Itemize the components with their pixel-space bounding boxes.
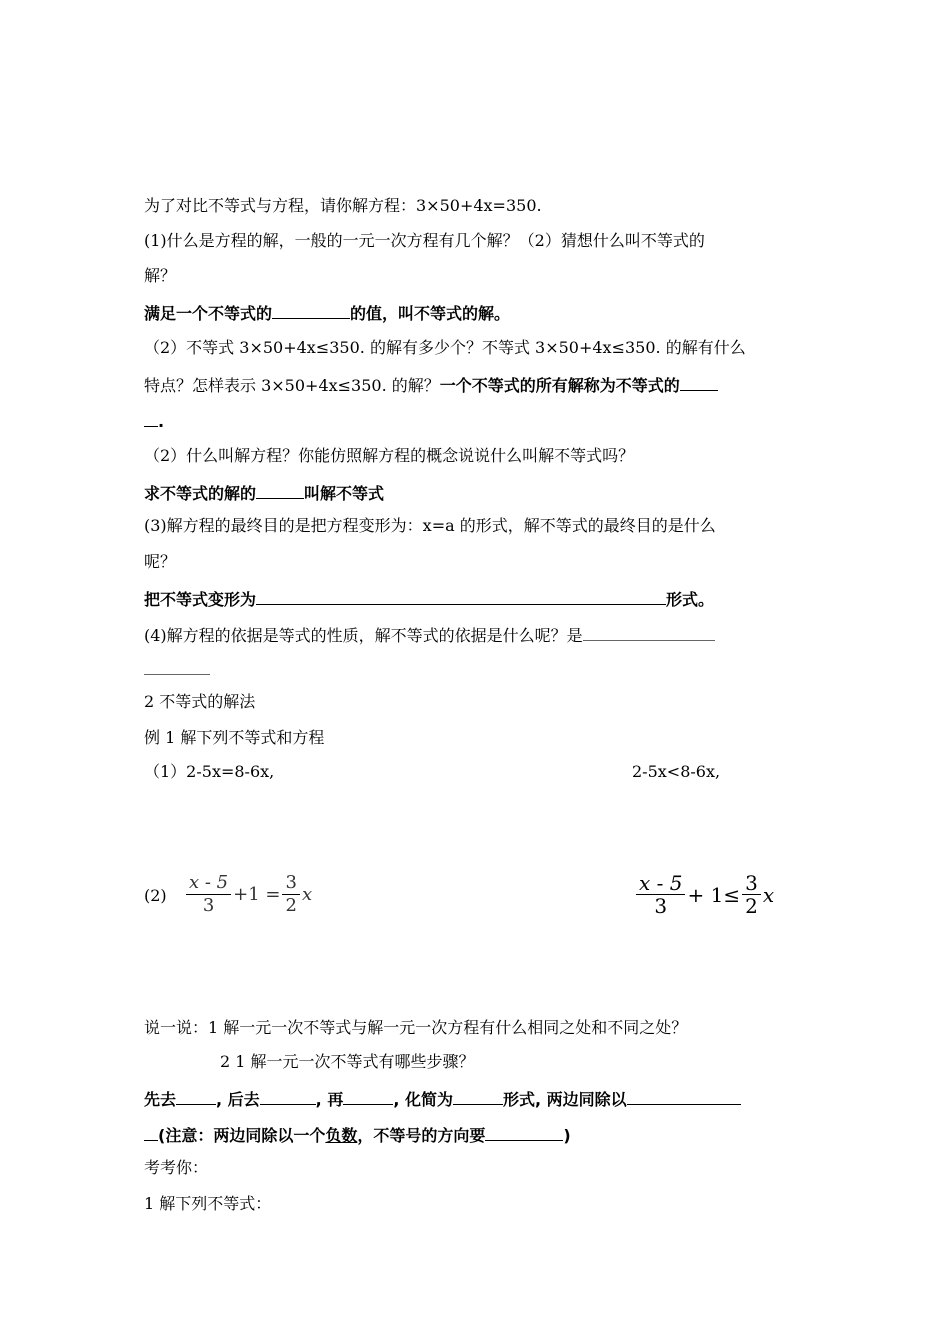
question-5-line	[144, 622, 715, 648]
blank-step-4[interactable]	[453, 1086, 503, 1105]
inequality-rhs-fraction	[742, 872, 761, 917]
solution-definition-a: 满足一个不等式的	[144, 304, 273, 323]
inequality-variable: x	[762, 882, 775, 907]
equation-variable: x	[301, 884, 313, 905]
blank-solution-set-cont[interactable]	[144, 408, 158, 427]
question-2-line: （2）不等式 3×50+4x≤350. 的解有多少个？不等式 3×50+4x≤350. 的解有什么	[144, 338, 746, 357]
question-1-cont: 解？	[144, 266, 177, 285]
example-1-inequality: 2-5x<8-6x,	[632, 762, 721, 781]
inequality-plus: + 1≤	[687, 882, 741, 907]
section-heading: 2 不等式的解法	[144, 692, 256, 711]
equation-rhs-denominator: 2	[285, 895, 297, 916]
inequality-fraction	[636, 872, 685, 917]
blank-transform[interactable]	[256, 586, 666, 605]
blank-step-1[interactable]	[176, 1086, 216, 1105]
equation-denominator: 3	[202, 895, 215, 916]
example-heading: 例 1 解下列不等式和方程	[144, 728, 325, 747]
solving-definition	[144, 480, 384, 506]
example-2-label: (2)	[144, 886, 167, 905]
note-negative: 负数	[325, 1126, 358, 1145]
blank-solving[interactable]	[256, 480, 304, 499]
equation-numerator: x - 5	[186, 872, 231, 895]
solution-definition-b: 的值，叫不等式的解。	[350, 304, 511, 323]
blank-solution-set[interactable]	[680, 372, 718, 391]
transform-a: 把不等式变形为	[144, 590, 257, 609]
blank-step-3[interactable]	[343, 1086, 393, 1105]
solution-set-definition: 一个不等式的所有解称为不等式的	[439, 376, 680, 395]
equation-rhs-numerator: 3	[282, 872, 299, 895]
question-5-cont	[144, 656, 210, 682]
steps-c: , 再	[315, 1090, 344, 1109]
solving-definition-a: 求不等式的解的	[144, 484, 257, 503]
note-d: )	[563, 1126, 571, 1145]
transform-b: 形式。	[666, 590, 715, 609]
equation-plus: +1 =	[233, 884, 281, 905]
discussion-line: 说一说：1 解一元一次不等式与解一元一次方程有什么相同之处和不同之处？	[144, 1018, 688, 1037]
example-1-equation: （1）2-5x=8-6x,	[144, 762, 275, 781]
steps-b: , 后去	[216, 1090, 260, 1109]
blank-direction[interactable]	[485, 1122, 563, 1141]
steps-question: 2 1 解一元一次不等式有哪些步骤？	[220, 1052, 475, 1071]
note-c: ，不等号的方向要	[357, 1126, 486, 1145]
steps-e: 形式, 两边同除以	[502, 1090, 627, 1109]
question-2-cont	[144, 372, 718, 398]
example-2-equation	[184, 872, 312, 917]
exercise-1: 1 解下列不等式：	[144, 1194, 272, 1213]
solution-set-cont	[144, 408, 164, 434]
solution-definition	[144, 300, 510, 326]
blank-basis[interactable]	[583, 622, 715, 641]
blank-step-5[interactable]	[627, 1086, 741, 1105]
question-5-text: (4)解方程的依据是等式的性质，解不等式的依据是什么呢？是	[144, 626, 583, 645]
intro-line: 为了对比不等式与方程，请你解方程：3×50+4x=350.	[144, 196, 542, 215]
blank-solution[interactable]	[272, 300, 350, 319]
steps-a: 先去	[144, 1090, 177, 1109]
blank-step-5-cont[interactable]	[144, 1122, 158, 1141]
inequality-numerator: x - 5	[636, 872, 685, 895]
equation-rhs-fraction	[282, 872, 299, 917]
inequality-rhs-numerator: 3	[742, 872, 761, 895]
steps-d: , 化简为	[393, 1090, 453, 1109]
inequality-rhs-denominator: 2	[745, 894, 758, 918]
period: .	[158, 412, 165, 431]
note-line	[144, 1122, 571, 1148]
question-4-line: (3)解方程的最终目的是把方程变形为：x=a 的形式，解不等式的最终目的是什么	[144, 516, 716, 535]
note-a: (注意：两边同除以一个	[158, 1126, 326, 1145]
question-2-text: 特点？怎样表示 3×50+4x≤350. 的解？	[144, 376, 440, 395]
inequality-denominator: 3	[654, 894, 668, 918]
steps-line	[144, 1086, 741, 1112]
example-2-inequality	[634, 872, 774, 917]
question-4-cont: 呢？	[144, 552, 177, 571]
question-3-line: （2）什么叫解方程？你能仿照解方程的概念说说什么叫解不等式吗？	[144, 446, 635, 465]
solving-definition-b: 叫解不等式	[304, 484, 385, 503]
test-heading: 考考你：	[144, 1158, 209, 1177]
equation-fraction	[186, 872, 231, 917]
blank-basis-cont[interactable]	[144, 656, 210, 675]
transform-line	[144, 586, 714, 612]
blank-step-2[interactable]	[260, 1086, 316, 1105]
question-1-line: (1)什么是方程的解，一般的一元一次方程有几个解？（2）猜想什么叫不等式的	[144, 231, 705, 250]
